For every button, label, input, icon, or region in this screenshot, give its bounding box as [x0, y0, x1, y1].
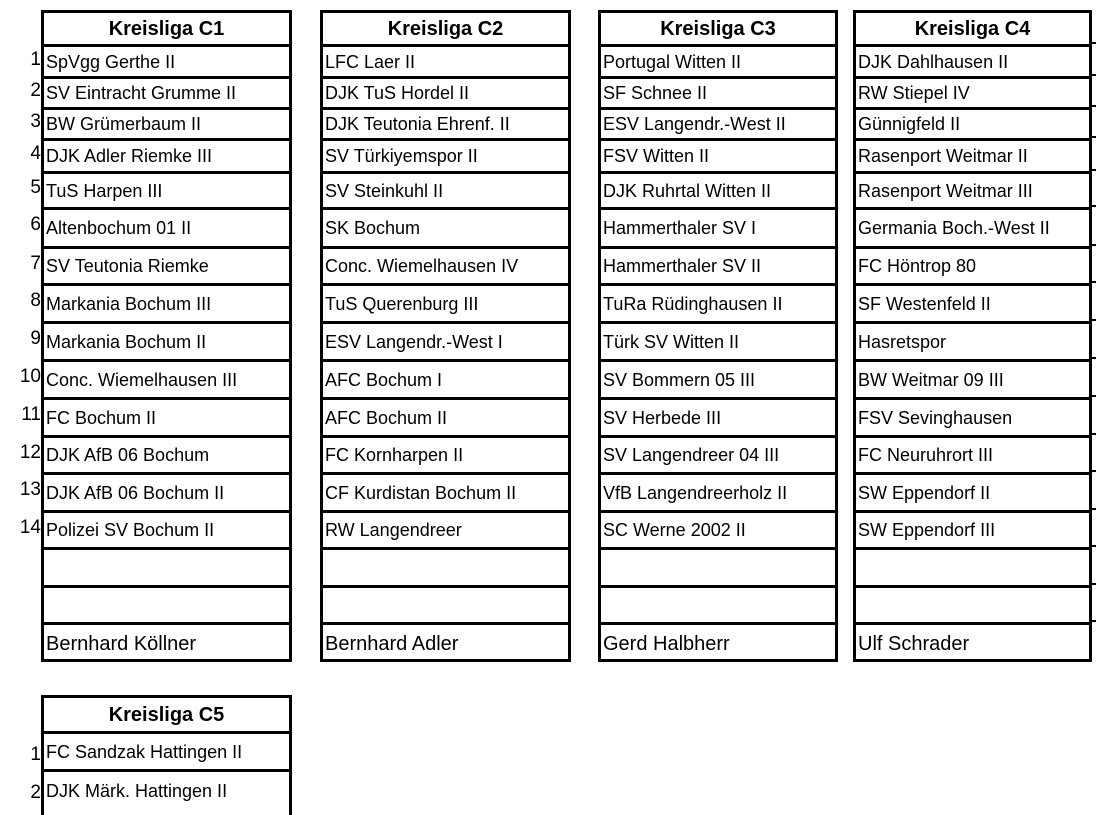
- team-cell: FC Neuruhrort III: [856, 438, 1089, 475]
- team-cell: [856, 550, 1089, 588]
- team-cell: [44, 550, 289, 588]
- edge-tick: [1092, 105, 1096, 107]
- row-number: 2: [30, 782, 41, 803]
- row-number: 4: [30, 143, 41, 164]
- team-cell: Rasenport Weitmar III: [856, 174, 1089, 210]
- team-cell: CF Kurdistan Bochum II: [323, 475, 568, 513]
- team-cell: SV Herbede III: [601, 400, 835, 438]
- team-cell: Hasretspor: [856, 324, 1089, 362]
- row-number: 3: [30, 111, 41, 132]
- team-cell: RW Langendreer: [323, 513, 568, 550]
- team-cell: SF Westenfeld II: [856, 286, 1089, 324]
- team-cell: Polizei SV Bochum II: [44, 513, 289, 550]
- team-cell: DJK Adler Riemke III: [44, 141, 289, 174]
- row-number: 14: [19, 517, 41, 538]
- league-table-c4: [853, 10, 1092, 662]
- edge-tick: [1092, 281, 1096, 283]
- manager-name: Bernhard Adler: [325, 632, 459, 655]
- edge-tick: [1092, 620, 1096, 622]
- edge-tick: [1092, 319, 1096, 321]
- edge-tick: [1092, 169, 1096, 171]
- team-cell: FSV Witten II: [601, 141, 835, 174]
- league-title: Kreisliga C3: [601, 13, 835, 47]
- row-number: 10: [19, 366, 41, 387]
- team-cell: Altenbochum 01 II: [44, 210, 289, 249]
- row-number: 6: [30, 214, 41, 235]
- league-title: Kreisliga C1: [44, 13, 289, 47]
- team-cell: [856, 588, 1089, 625]
- edge-tick: [1092, 470, 1096, 472]
- team-cell: SV Eintracht Grumme II: [44, 79, 289, 110]
- team-cell: ESV Langendr.-West II: [601, 110, 835, 141]
- edge-tick: [1092, 42, 1096, 44]
- team-cell: DJK AfB 06 Bochum II: [44, 475, 289, 513]
- team-cell: DJK Märk. Hattingen II: [46, 781, 228, 801]
- league-title: Kreisliga C4: [856, 13, 1089, 47]
- team-cell: Hammerthaler SV II: [601, 249, 835, 286]
- team-cell: Germania Boch.-West II: [856, 210, 1089, 249]
- manager-name: Bernhard Köllner: [46, 632, 197, 655]
- team-cell: FSV Sevinghausen: [856, 400, 1089, 438]
- manager-name: Ulf Schrader: [858, 632, 970, 655]
- team-cell: [44, 588, 289, 625]
- league-table-c2: [320, 10, 571, 662]
- edge-tick: [1092, 74, 1096, 76]
- team-cell: DJK TuS Hordel II: [323, 79, 568, 110]
- team-cell: TuS Querenburg III: [323, 286, 568, 324]
- team-cell: LFC Laer II: [323, 47, 568, 79]
- league-table-c5: [41, 695, 292, 815]
- league-title: Kreisliga C2: [323, 13, 568, 47]
- row-number: 8: [30, 290, 41, 311]
- team-cell: DJK Dahlhausen II: [856, 47, 1089, 79]
- edge-tick: [1092, 205, 1096, 207]
- edge-tick: [1092, 508, 1096, 510]
- row-number: 9: [30, 328, 41, 349]
- team-cell: AFC Bochum II: [323, 400, 568, 438]
- team-cell: [601, 588, 835, 625]
- team-cell: SW Eppendorf III: [856, 513, 1089, 550]
- team-cell: Rasenport Weitmar II: [856, 141, 1089, 174]
- team-cell: FC Höntrop 80: [856, 249, 1089, 286]
- edge-tick: [1092, 583, 1096, 585]
- row-number: 7: [30, 253, 41, 274]
- team-cell: [323, 550, 568, 588]
- team-cell: RW Stiepel IV: [856, 79, 1089, 110]
- team-cell: SF Schnee II: [601, 79, 835, 110]
- team-cell: SC Werne 2002 II: [601, 513, 835, 550]
- league-title: Kreisliga C5: [44, 698, 289, 734]
- team-cell: FC Bochum II: [44, 400, 289, 438]
- team-cell: DJK AfB 06 Bochum: [44, 438, 289, 475]
- team-cell: BW Weitmar 09 III: [856, 362, 1089, 400]
- team-cell: SK Bochum: [323, 210, 568, 249]
- team-cell: [601, 550, 835, 588]
- team-cell: SV Teutonia Riemke: [44, 249, 289, 286]
- league-table-c3: [598, 10, 838, 662]
- team-cell: DJK Ruhrtal Witten II: [601, 174, 835, 210]
- edge-tick: [1092, 244, 1096, 246]
- row-number: 5: [30, 177, 41, 198]
- team-cell: TuRa Rüdinghausen II: [601, 286, 835, 324]
- team-cell: SpVgg Gerthe II: [44, 47, 289, 79]
- edge-tick: [1092, 433, 1096, 435]
- row-number: 1: [30, 744, 41, 765]
- edge-tick: [1092, 357, 1096, 359]
- edge-tick: [1092, 395, 1096, 397]
- team-cell: VfB Langendreerholz II: [601, 475, 835, 513]
- row-number: 2: [30, 80, 41, 101]
- edge-tick: [1092, 545, 1096, 547]
- team-cell: [323, 588, 568, 625]
- row-number: 12: [19, 442, 41, 463]
- team-cell: Portugal Witten II: [601, 47, 835, 79]
- team-cell: Günnigfeld II: [856, 110, 1089, 141]
- team-cell: DJK Teutonia Ehrenf. II: [323, 110, 568, 141]
- row-number: 13: [19, 479, 41, 500]
- team-cell: SV Bommern 05 III: [601, 362, 835, 400]
- team-cell: SW Eppendorf II: [856, 475, 1089, 513]
- team-cell: BW Grümerbaum II: [44, 110, 289, 141]
- team-cell: ESV Langendr.-West I: [323, 324, 568, 362]
- team-cell: AFC Bochum I: [323, 362, 568, 400]
- manager-name: Gerd Halbherr: [603, 632, 730, 655]
- team-cell: SV Langendreer 04 III: [601, 438, 835, 475]
- league-table-c1: [41, 10, 292, 662]
- team-cell: SV Steinkuhl II: [323, 174, 568, 210]
- team-cell: Markania Bochum III: [44, 286, 289, 324]
- team-cell: Hammerthaler SV I: [601, 210, 835, 249]
- team-cell: Türk SV Witten II: [601, 324, 835, 362]
- row-number: 11: [21, 404, 41, 425]
- row-number: 1: [30, 49, 41, 70]
- team-cell: Conc. Wiemelhausen III: [44, 362, 289, 400]
- team-cell: FC Kornharpen II: [323, 438, 568, 475]
- team-cell: FC Sandzak Hattingen II: [44, 734, 289, 772]
- team-cell: Markania Bochum II: [44, 324, 289, 362]
- edge-tick: [1092, 136, 1096, 138]
- team-cell: SV Türkiyemspor II: [323, 141, 568, 174]
- team-cell: TuS Harpen III: [44, 174, 289, 210]
- team-cell: Conc. Wiemelhausen IV: [323, 249, 568, 286]
